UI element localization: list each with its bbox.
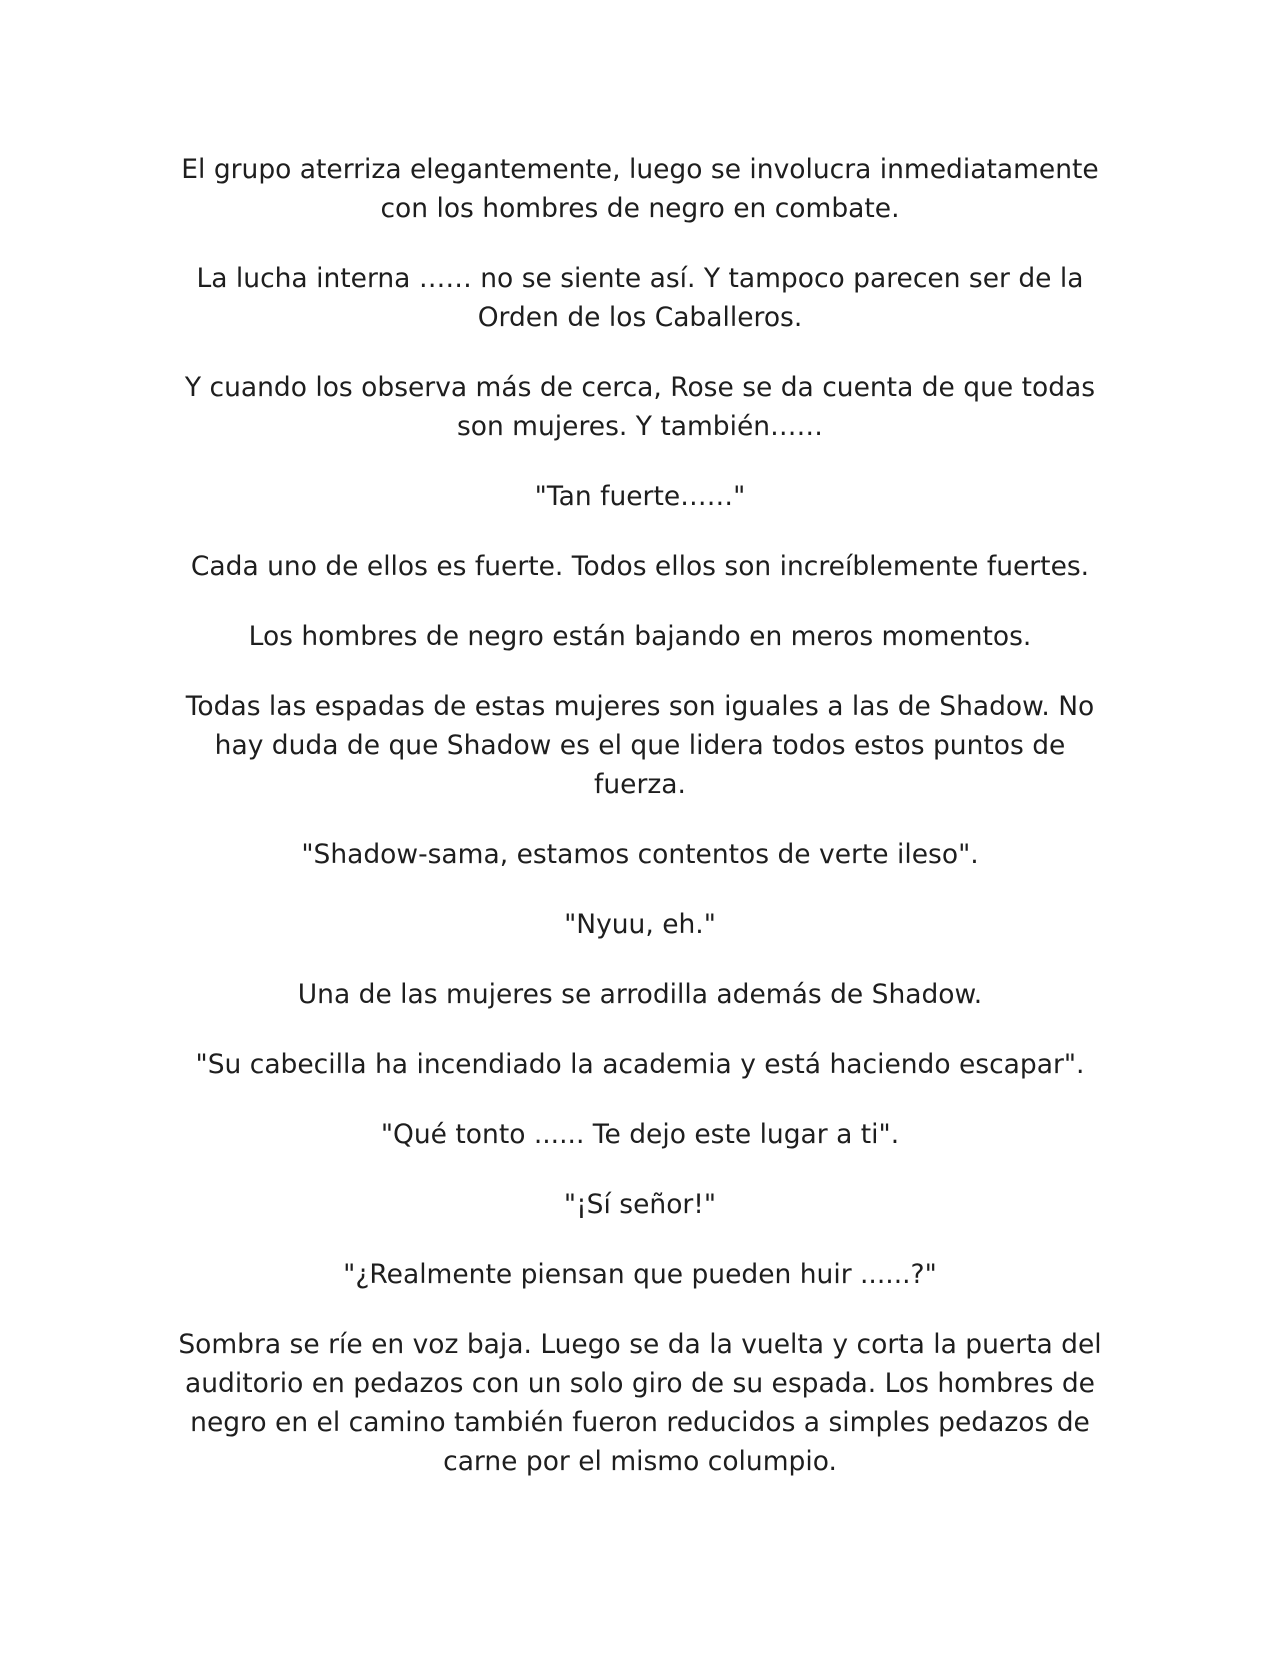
paragraph: La lucha interna …… no se siente así. Y tampoco parecen ser de la Orden de los Caballeros. bbox=[196, 263, 1084, 333]
paragraph: "¡Sí señor!" bbox=[563, 1189, 717, 1220]
paragraph: Sombra se ríe en voz baja. Luego se da la vuelta y corta la puerta del auditorio en pedazos con un solo giro de su espada. Los hombres de negro en el camino también fueron reducidos a simples pedazos de carne por el mismo columpio. bbox=[178, 1329, 1102, 1477]
paragraph: El grupo aterriza elegantemente, luego se involucra inmediatamente con los hombres de negro en combate. bbox=[181, 154, 1099, 224]
paragraph: Los hombres de negro están bajando en meros momentos. bbox=[248, 621, 1032, 652]
body-text bbox=[170, 150, 1110, 1512]
paragraph: "Qué tonto ...... Te dejo este lugar a ti". bbox=[380, 1119, 900, 1150]
paragraph: "Shadow-sama, estamos contentos de verte ileso". bbox=[301, 839, 979, 870]
paragraph: "¿Realmente piensan que pueden huir ......?" bbox=[343, 1259, 937, 1290]
paragraph: "Su cabecilla ha incendiado la academia y está haciendo escapar". bbox=[195, 1049, 1085, 1080]
paragraph: "Nyuu, eh." bbox=[564, 909, 716, 940]
paragraph: "Tan fuerte……" bbox=[534, 481, 746, 512]
paragraph: Una de las mujeres se arrodilla además de Shadow. bbox=[297, 979, 983, 1010]
paragraph: Todas las espadas de estas mujeres son iguales a las de Shadow. No hay duda de que Shadow es el que lidera todos estos puntos de fuerza. bbox=[185, 691, 1095, 800]
paragraph: Y cuando los observa más de cerca, Rose se da cuenta de que todas son mujeres. Y también…… bbox=[184, 372, 1096, 442]
paragraph: Cada uno de ellos es fuerte. Todos ellos son increíblemente fuertes. bbox=[190, 551, 1090, 582]
